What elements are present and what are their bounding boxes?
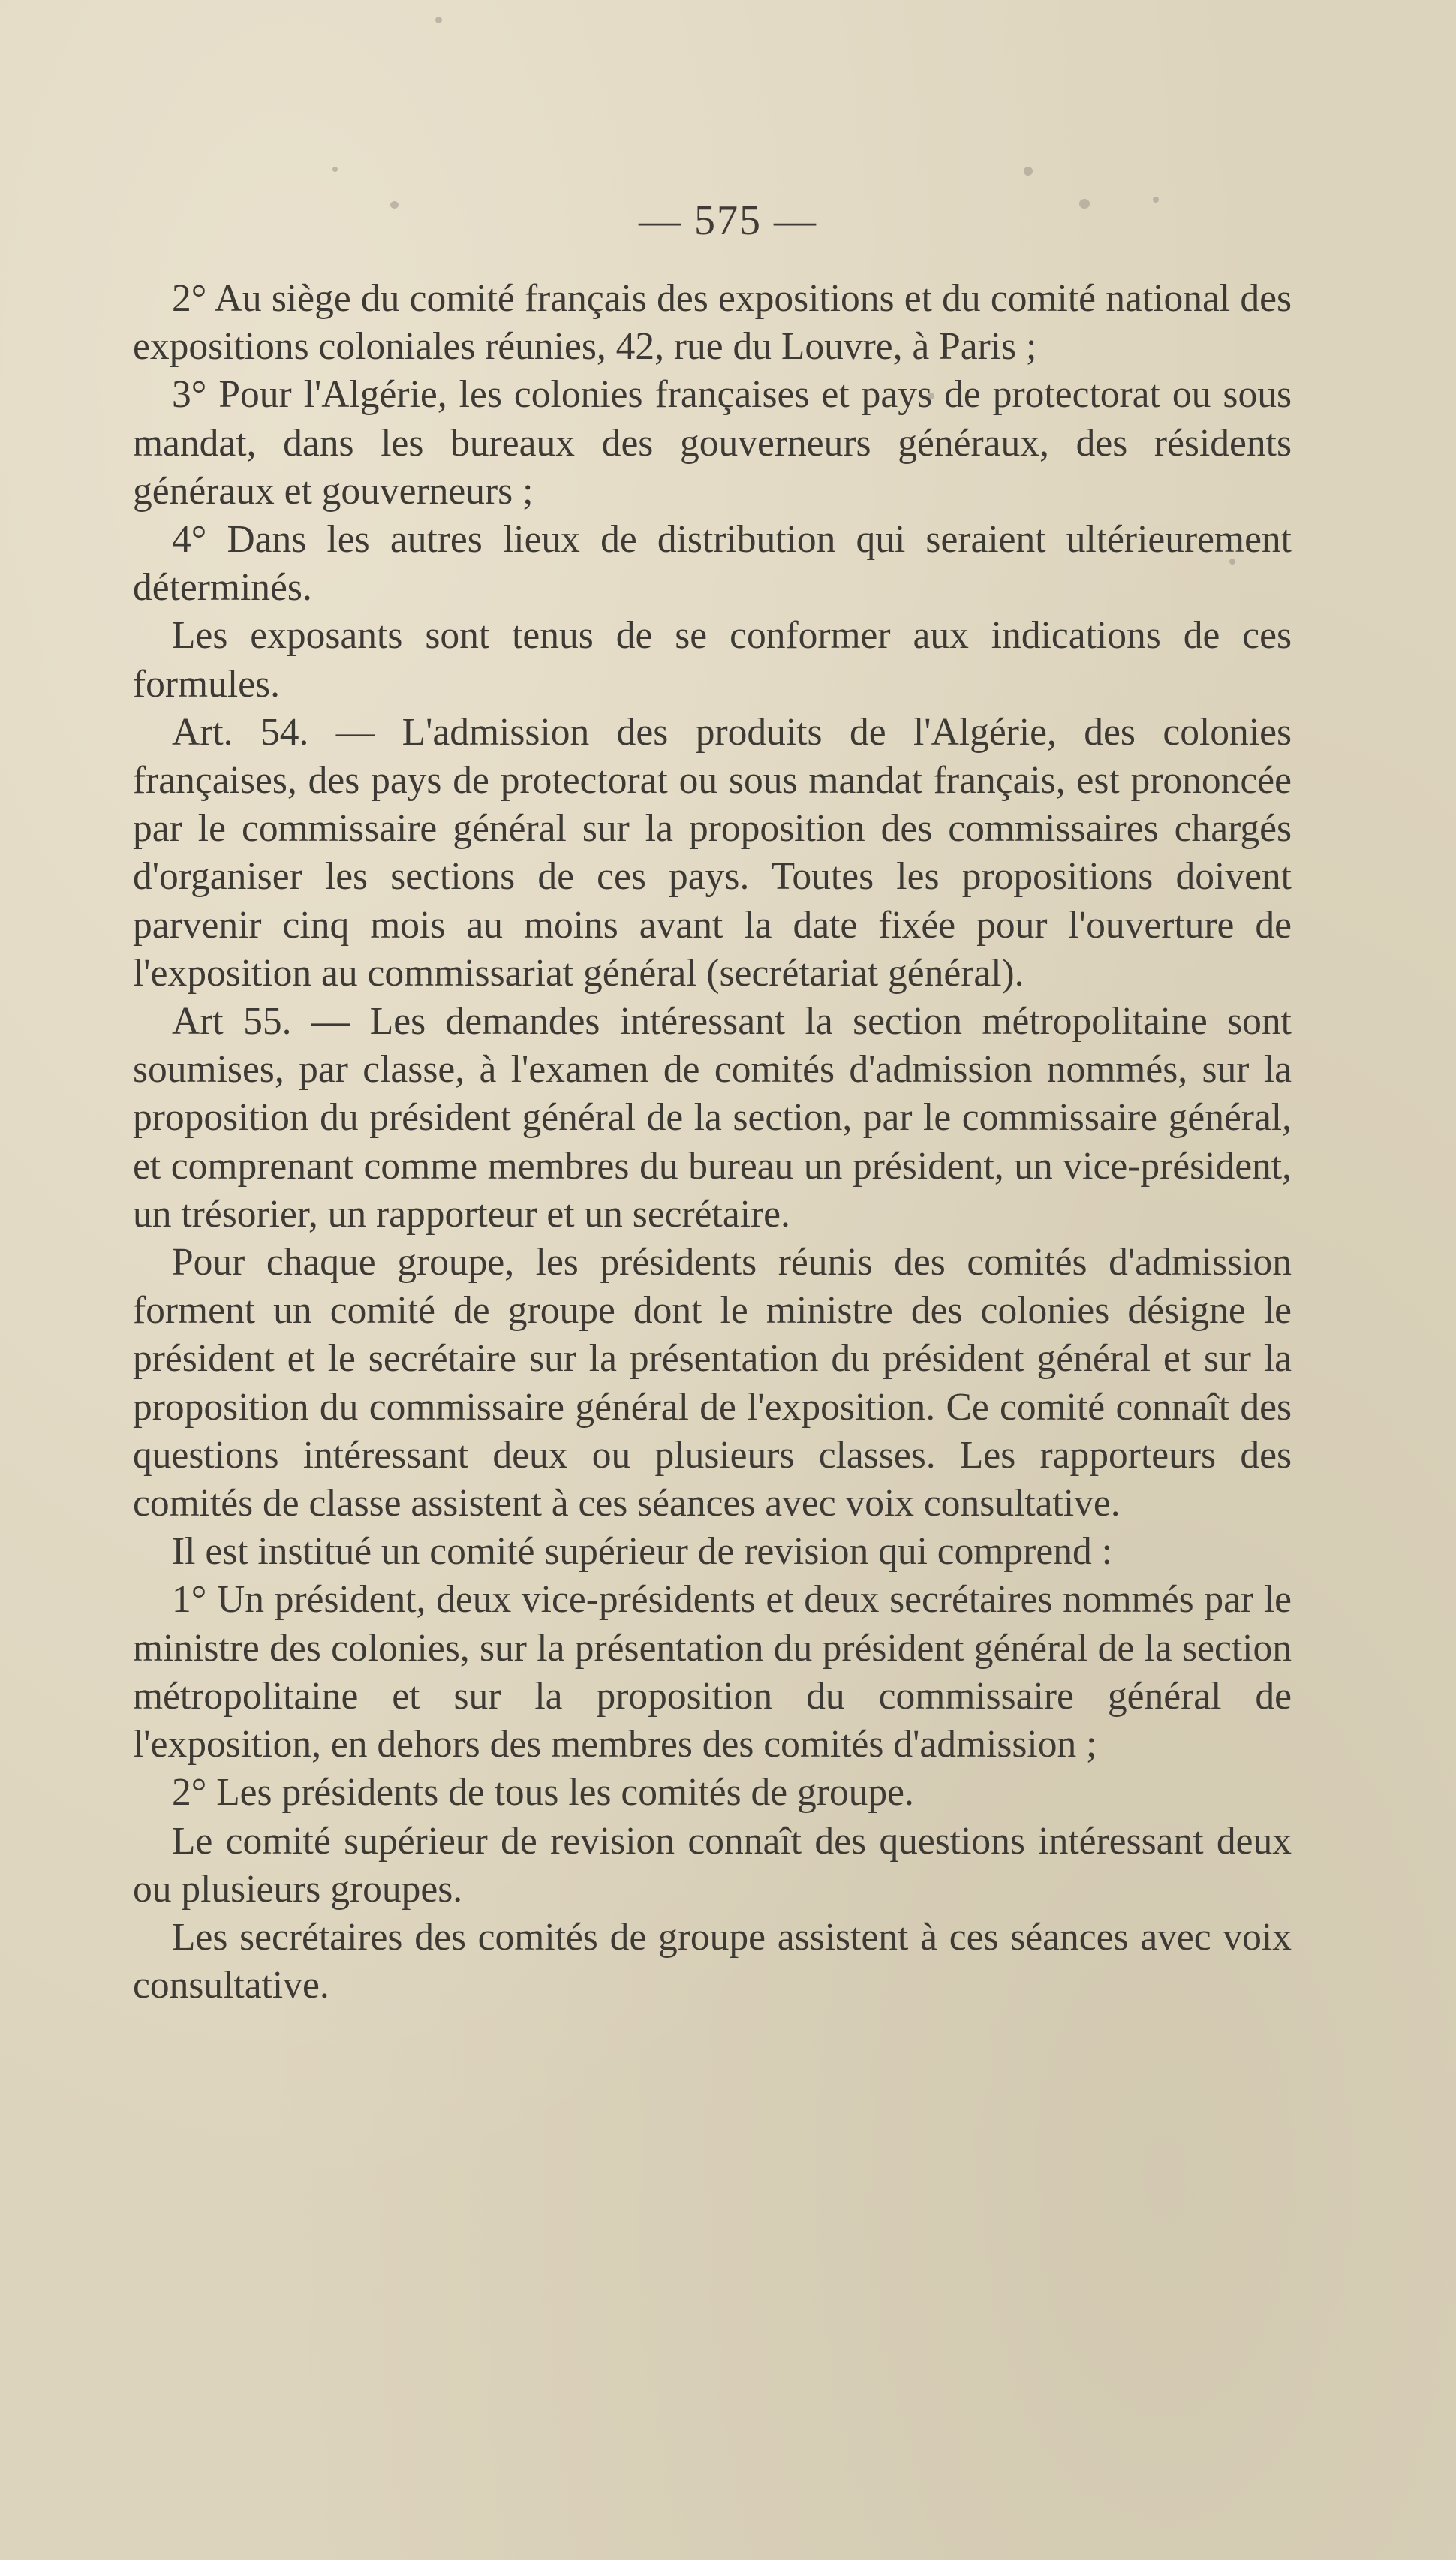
paragraph-art-55: Art 55. — Les demandes intéressant la section métropolitaine sont soumises, par classe, à l'examen de comités d'admission nommés, sur la proposition du président général de la section, par le commissaire général, et comprenant comme membres du bureau un président, un vice-président, un trésorier, un rapporteur et un secrétaire. xyxy=(133,1000,1292,1236)
paper-speck xyxy=(1024,167,1033,176)
paper-speck xyxy=(332,167,338,172)
paragraph-secretaires: Les secrétaires des comités de groupe assistent à ces séances avec voix consultative. xyxy=(133,1915,1292,2007)
paragraph-revision: Le comité supérieur de revision connaît des questions intéressant deux ou plusieurs groupes. xyxy=(133,1819,1292,1911)
paragraph-formules: Les exposants sont tenus de se conformer aux indications de ces formules. xyxy=(133,614,1292,706)
paragraph-comite-superieur: Il est institué un comité supérieur de revision qui comprend : xyxy=(172,1530,1112,1574)
paragraph-3-algerie: 3° Pour l'Algérie, les colonies françaises et pays de protectorat ou sous mandat, dans les bureaux des gouverneurs généraux, des résidents généraux et gouverneurs ; xyxy=(133,373,1292,513)
paragraph-2-siege: 2° Au siège du comité français des expositions et du comité national des expositions coloniales réunies, 42, rue du Louvre, à Paris ; xyxy=(133,277,1292,369)
paragraph-art-54: Art. 54. — L'admission des produits de l'Algérie, des colonies françaises, des pays de protectorat ou sous mandat français, est prononcée par le commissaire général sur la proposition des commissaires chargés d'organiser les sections de ces pays. Toutes les propositions doivent parvenir cinq mois au moins avant la date fixée pour l'ouverture de l'exposition au commissariat général (secrétariat général). xyxy=(133,710,1292,995)
page-number: — 575 — xyxy=(639,197,817,244)
body-text xyxy=(133,275,1292,2010)
paper-speck xyxy=(435,17,442,23)
paragraph-2-presidents: 2° Les présidents de tous les comités de groupe. xyxy=(172,1771,914,1815)
paragraph-4-autres-lieux: 4° Dans les autres lieux de distribution qui seraient ultérieurement déterminés. xyxy=(133,518,1292,610)
paragraph-1-president: 1° Un président, deux vice-présidents et deux secrétaires nommés par le ministre des colonies, sur la présentation du président général de la section métropolitaine et sur la proposition du commissaire général de l'exposition, en dehors des membres des comités d'admission ; xyxy=(133,1578,1292,1766)
paragraph-comite-de-groupe: Pour chaque groupe, les présidents réunis des comités d'admission forment un comité de groupe dont le ministre des colonies désigne le président et le secrétaire sur la présentation du président général et sur la proposition du commissaire général de l'exposition. Ce comité connaît des questions intéressant deux ou plusieurs classes. Les rapporteurs des comités de classe assistent à ces séances avec voix consultative. xyxy=(133,1241,1292,1525)
